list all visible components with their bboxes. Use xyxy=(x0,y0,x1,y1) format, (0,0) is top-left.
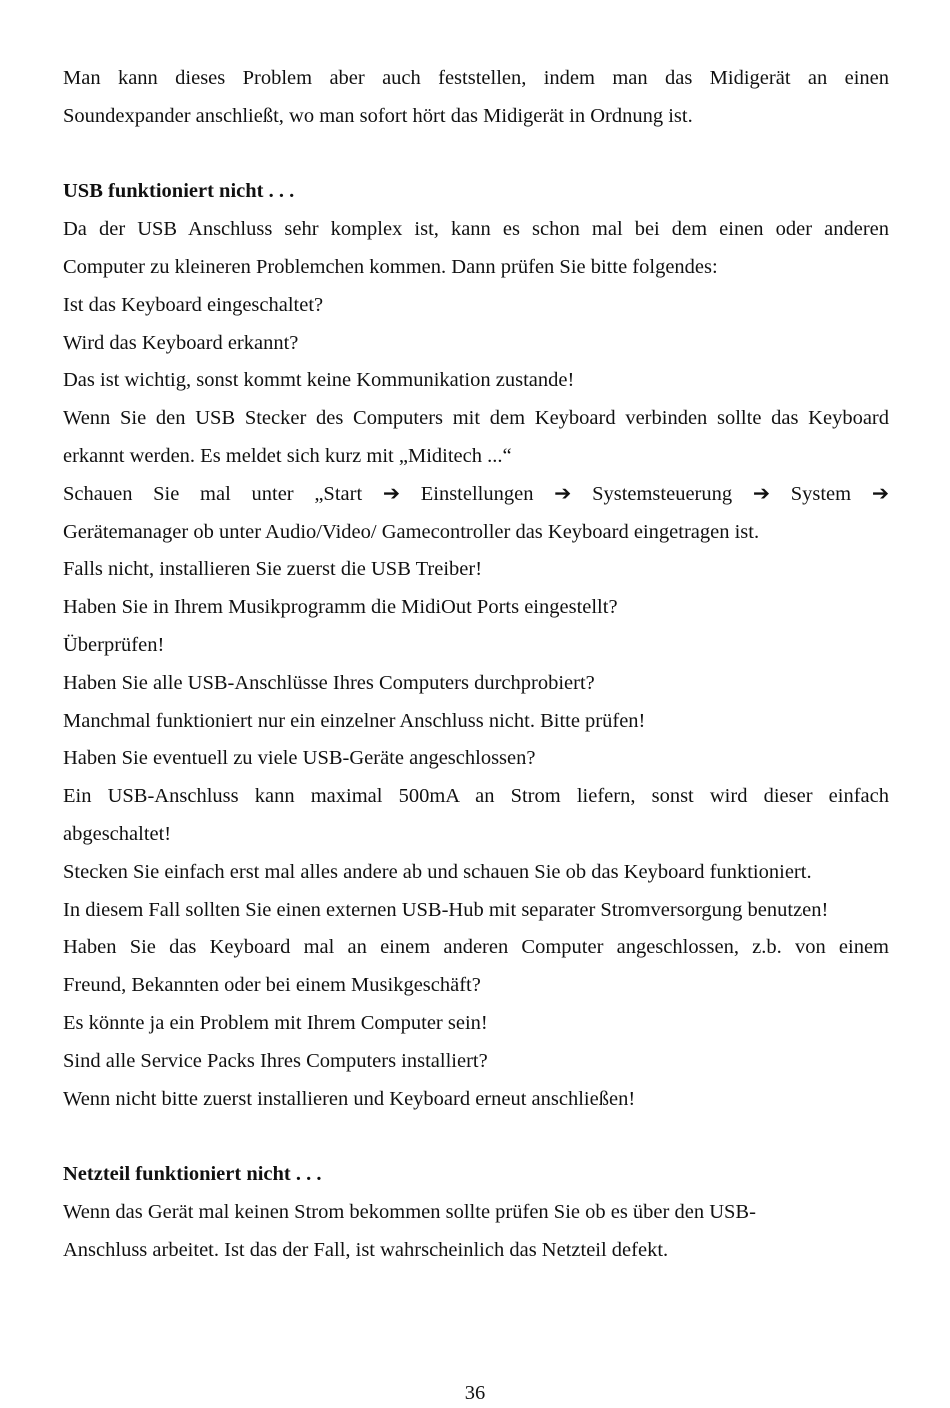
usb-line-4: Wird das Keyboard erkannt? xyxy=(63,331,299,354)
usb-line-2: Computer zu kleineren Problemchen kommen. Dann prüfen Sie bitte folgendes: xyxy=(63,255,718,278)
document-page xyxy=(63,60,889,1270)
intro-line-2: Soundexpander anschließt, wo man sofort hört das Midigerät in Ordnung ist. xyxy=(63,104,693,127)
arrow-right-icon: ➔ xyxy=(382,482,401,505)
path-item-systemsteuerung: Systemsteuerung xyxy=(592,482,733,505)
power-line-2: Anschluss arbeitet. Ist das der Fall, ist wahrscheinlich das Netzteil defekt. xyxy=(63,1238,669,1261)
usb-line-6: Wenn Sie den USB Stecker des Computers mit dem Keyboard verbinden sollte das Keyboard xyxy=(63,407,889,430)
usb-line-13: Manchmal funktioniert nur ein einzelner Anschluss nicht. Bitte prüfen! xyxy=(63,709,646,732)
usb-line-20: Freund, Bekannten oder bei einem Musikgeschäft? xyxy=(63,974,481,997)
usb-line-19: Haben Sie das Keyboard mal an einem anderen Computer angeschlossen, z.b. von einem xyxy=(63,936,889,959)
usb-line-21: Es könnte ja ein Problem mit Ihrem Computer sein! xyxy=(63,1011,488,1034)
usb-line-11: Überprüfen! xyxy=(63,633,165,656)
path-prefix: Schauen Sie mal unter „Start xyxy=(63,482,363,505)
power-line-1: Wenn das Gerät mal keinen Strom bekommen sollte prüfen Sie ob es über den USB- xyxy=(63,1200,756,1223)
section-spacer xyxy=(63,1118,889,1156)
intro-line-1: Man kann dieses Problem aber auch feststellen, indem man das Midigerät an einen xyxy=(63,67,889,89)
usb-line-8: Gerätemanager ob unter Audio/Video/ Gamecontroller das Keyboard eingetragen ist. xyxy=(63,520,760,543)
usb-line-9: Falls nicht, installieren Sie zuerst die USB Treiber! xyxy=(63,558,483,581)
arrow-right-icon: ➔ xyxy=(871,482,889,505)
usb-line-10: Haben Sie in Ihrem Musikprogramm die MidiOut Ports eingestellt? xyxy=(63,596,618,619)
arrow-right-icon: ➔ xyxy=(752,482,771,505)
usb-line-12: Haben Sie alle USB-Anschlüsse Ihres Computers durchprobiert? xyxy=(63,671,595,694)
usb-line-5: Das ist wichtig, sonst kommt keine Kommunikation zustande! xyxy=(63,369,575,392)
usb-section-heading: USB funktioniert nicht . . . xyxy=(63,180,295,203)
usb-line-16: abgeschaltet! xyxy=(63,822,172,845)
usb-line-14: Haben Sie eventuell zu viele USB-Geräte angeschlossen? xyxy=(63,747,536,770)
usb-line-15: Ein USB-Anschluss kann maximal 500mA an Strom liefern, sonst wird dieser einfach xyxy=(63,785,889,808)
power-section-heading: Netzteil funktioniert nicht . . . xyxy=(63,1163,322,1186)
usb-path-line xyxy=(63,476,889,514)
page-number: 36 xyxy=(464,1382,486,1404)
usb-line-7: erkannt werden. Es meldet sich kurz mit „Miditech ...“ xyxy=(63,444,512,467)
usb-line-22: Sind alle Service Packs Ihres Computers installiert? xyxy=(63,1049,488,1072)
section-spacer xyxy=(63,136,889,174)
usb-line-1: Da der USB Anschluss sehr komplex ist, kann es schon mal bei dem einen oder anderen xyxy=(63,218,889,241)
usb-line-23: Wenn nicht bitte zuerst installieren und Keyboard erneut anschließen! xyxy=(63,1087,636,1110)
usb-line-17: Stecken Sie einfach erst mal alles andere ab und schauen Sie ob das Keyboard funktioniert. xyxy=(63,860,812,883)
path-item-einstellungen: Einstellungen xyxy=(420,482,534,505)
arrow-right-icon: ➔ xyxy=(554,482,572,505)
usb-line-18: In diesem Fall sollten Sie einen externen USB-Hub mit separater Stromversorgung benutzen! xyxy=(63,898,829,921)
usb-line-3: Ist das Keyboard eingeschaltet? xyxy=(63,293,324,316)
path-item-system: System xyxy=(790,482,852,505)
